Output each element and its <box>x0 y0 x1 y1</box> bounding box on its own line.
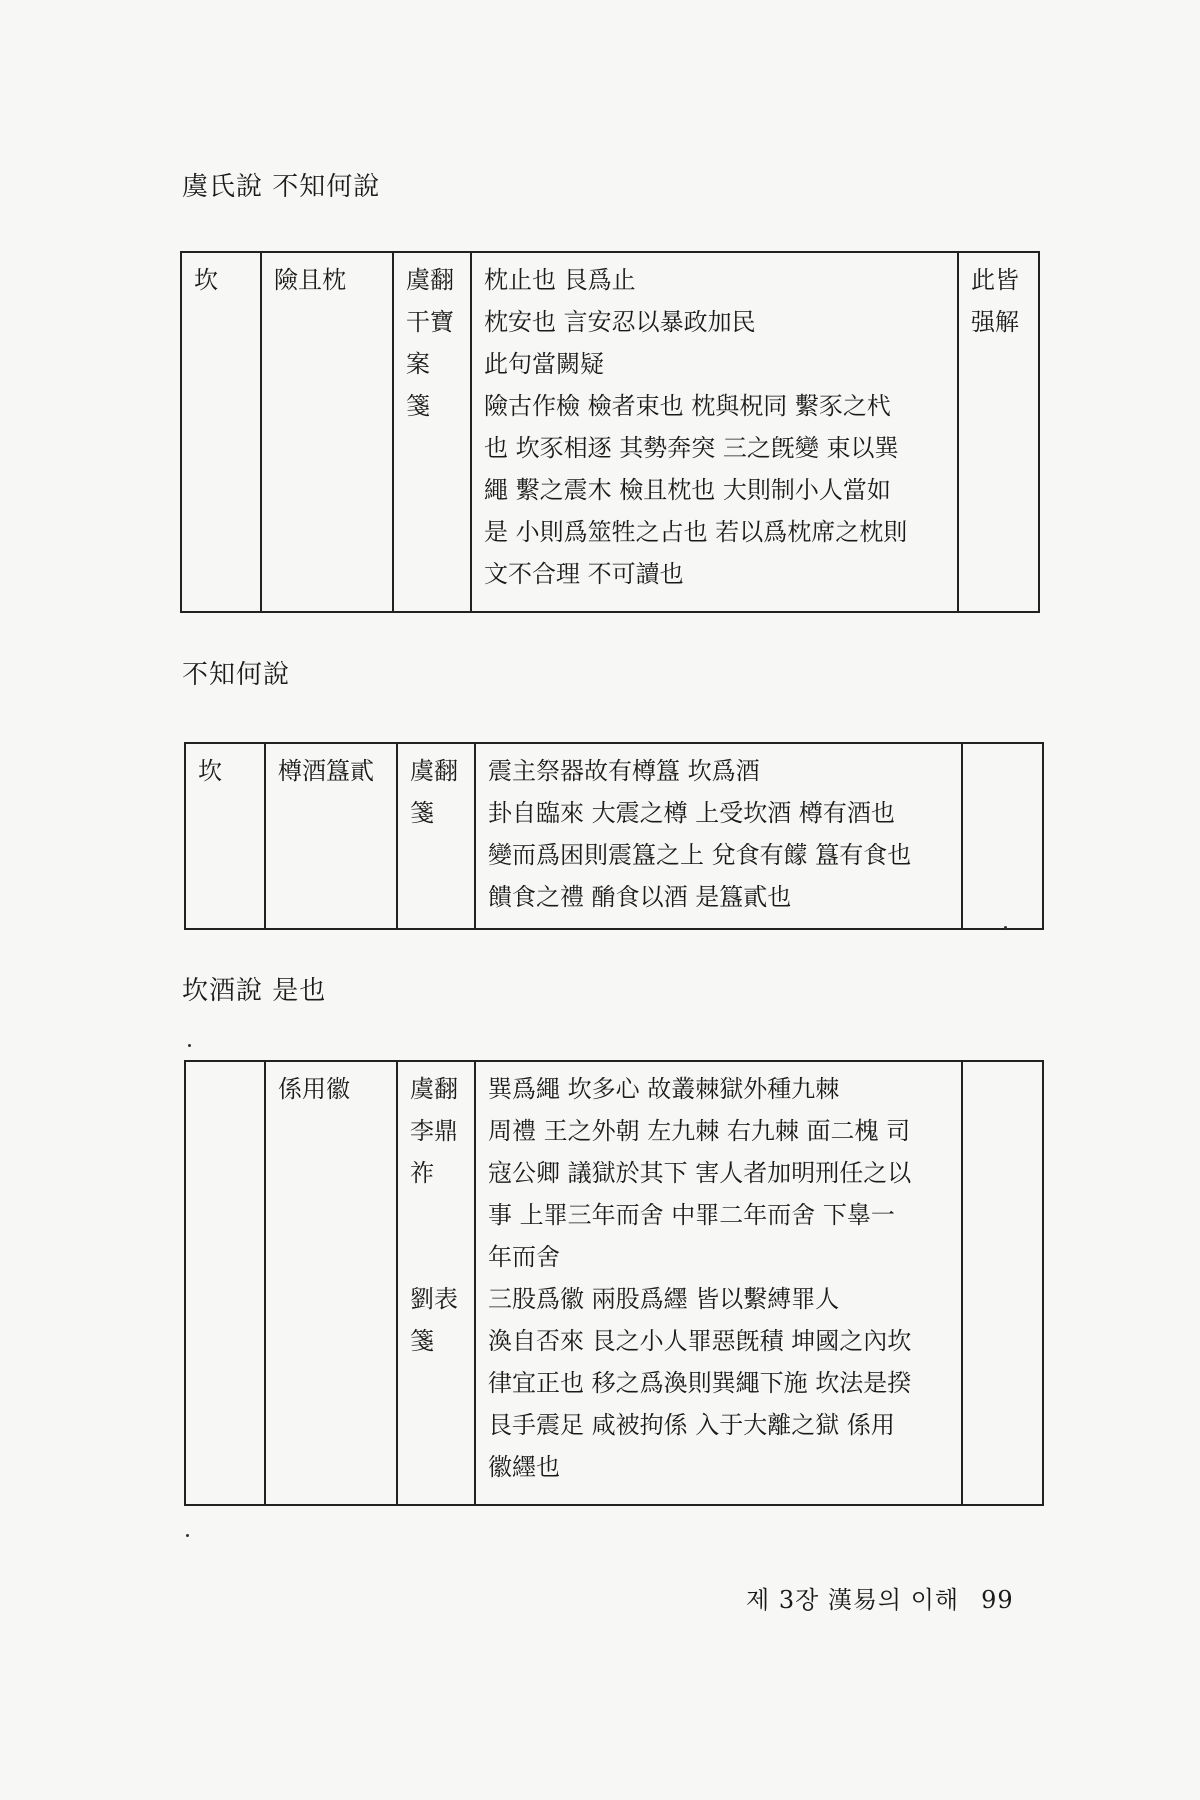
scan-speck <box>186 1534 189 1537</box>
phrase-label: 樽酒簋貳 <box>278 757 374 785</box>
phrase-label: 係用徽 <box>278 1075 350 1103</box>
commentary-table-3 <box>184 1060 1044 1506</box>
section-heading-1: 虞氏說 不知何說 <box>182 172 381 202</box>
source-name: 虞翻 <box>410 757 458 785</box>
scan-speck <box>188 1044 191 1047</box>
source-name: 干寶 <box>406 308 454 336</box>
commentary-line: 險古作檢 檢者束也 枕與柷同 繫豕之杙 <box>484 392 891 420</box>
hexagram-label: 坎 <box>198 757 222 785</box>
page-number: 99 <box>981 1586 1014 1614</box>
commentary-cell <box>471 252 958 612</box>
commentary-cell <box>475 1061 962 1505</box>
phrase-cell <box>261 252 393 612</box>
section-heading-2: 不知何說 <box>182 660 291 690</box>
chapter-title: 제 3장 漢易의 이해 <box>746 1586 960 1614</box>
source-name: 李鼎 <box>410 1117 458 1145</box>
table-row <box>185 1061 1043 1505</box>
remark-cell <box>958 252 1039 612</box>
commentary-line: 年而舍 <box>488 1243 560 1271</box>
commentary-line: 枕安也 言安忍以暴政加民 <box>484 308 756 336</box>
table-row <box>181 252 1039 612</box>
phrase-cell <box>265 1061 397 1505</box>
source-cell <box>393 252 471 612</box>
commentary-cell <box>475 743 962 929</box>
remark-line: 此皆 <box>971 266 1019 294</box>
source-name: 虞翻 <box>406 266 454 294</box>
commentary-line: 繩 繫之震木 檢且枕也 大則制小人當如 <box>484 476 891 504</box>
commentary-table-2 <box>184 742 1044 930</box>
running-footer <box>746 1580 1014 1615</box>
source-name: 虞翻 <box>410 1075 458 1103</box>
scan-speck <box>1004 926 1007 929</box>
remark-cell <box>962 1061 1043 1505</box>
phrase-label: 險且枕 <box>274 266 346 294</box>
hexagram-cell <box>185 743 265 929</box>
phrase-cell <box>265 743 397 929</box>
commentary-line: 艮手震足 咸被拘係 入于大離之獄 係用 <box>488 1411 895 1439</box>
commentary-line: 變而爲困則震簋之上 兌食有饛 簋有食也 <box>488 841 912 869</box>
commentary-line: 周禮 王之外朝 左九棘 右九棘 面二槐 司 <box>488 1117 911 1145</box>
source-cell <box>397 743 475 929</box>
hexagram-cell <box>181 252 261 612</box>
section-heading-3: 坎酒說 是也 <box>182 976 327 1006</box>
source-name: 箋 <box>406 392 430 420</box>
remark-cell <box>962 743 1043 929</box>
commentary-line: 文不合理 不可讀也 <box>484 560 684 588</box>
hexagram-label: 坎 <box>194 266 218 294</box>
source-name: 箋 <box>410 1327 434 1355</box>
commentary-line: 事 上罪三年而舍 中罪二年而舍 下辠一 <box>488 1201 895 1229</box>
commentary-line: 此句當闕疑 <box>484 350 604 378</box>
commentary-line: 也 坎豕相逐 其勢奔突 三之旣變 束以巽 <box>484 434 899 462</box>
commentary-line: 寇公卿 議獄於其下 害人者加明刑任之以 <box>488 1159 912 1187</box>
table-row <box>185 743 1043 929</box>
commentary-line: 是 小則爲筮牲之占也 若以爲枕席之枕則 <box>484 518 908 546</box>
commentary-line: 饋食之禮 酳食以酒 是簋貳也 <box>488 883 792 911</box>
commentary-line: 徽纆也 <box>488 1453 560 1481</box>
source-cell <box>397 1061 475 1505</box>
commentary-line: 枕止也 艮爲止 <box>484 266 636 294</box>
commentary-line: 震主祭器故有樽簋 坎爲酒 <box>488 757 760 785</box>
source-name: 箋 <box>410 799 434 827</box>
hexagram-cell <box>185 1061 265 1505</box>
source-name: 祚 <box>410 1159 434 1187</box>
commentary-table-1 <box>180 251 1040 613</box>
commentary-line: 巽爲繩 坎多心 故叢棘獄外種九棘 <box>488 1075 840 1103</box>
commentary-line: 卦自臨來 大震之樽 上受坎酒 樽有酒也 <box>488 799 895 827</box>
source-name: 劉表 <box>410 1285 458 1313</box>
commentary-line: 三股爲徽 兩股爲纆 皆以繫縛罪人 <box>488 1285 840 1313</box>
source-name: 案 <box>406 350 430 378</box>
commentary-line: 渙自否來 艮之小人罪惡旣積 坤國之內坎 <box>488 1327 912 1355</box>
commentary-line: 律宜正也 移之爲渙則巽繩下施 坎法是揆 <box>488 1369 912 1397</box>
remark-line: 强解 <box>971 308 1019 336</box>
